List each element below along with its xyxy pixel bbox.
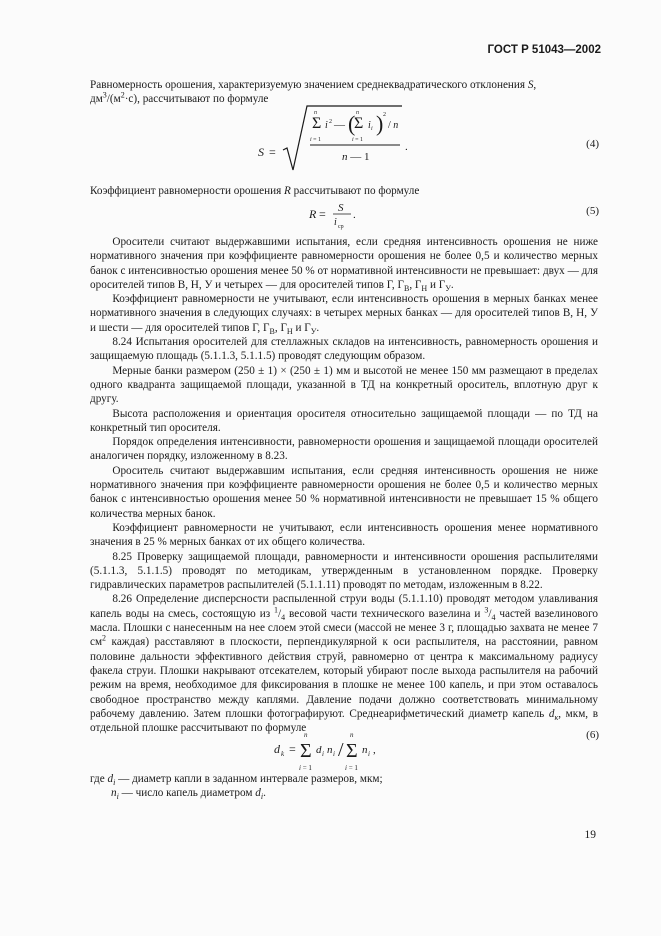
svg-text:n — 1: n — 1: [342, 151, 370, 163]
svg-text:2: 2: [383, 112, 386, 118]
paragraph-4: Мерные банки размером (250 ± 1) × (250 ± 1) мм и высотой не менее 150 мм размещают в пределах одного квадранта защищаемой площади, указанной в ТД на конкретный ороситель, вплотную друг к другу.: [90, 364, 598, 406]
svg-text:): ): [376, 111, 384, 136]
paragraph-2: Коэффициент равномерности не учитывают, если интенсивность орошения в мерных банках менее нормативного значения в следующих случаях: в четырех мерных банках — для оросителей типов В, Н, У и шести — для оросителей типов Г, $Г_В$, $Г_Н$ и $Г_У$.: [90, 293, 598, 337]
svg-text:Σ: Σ: [312, 115, 322, 132]
body-text: [90, 235, 598, 735]
svg-text:n: n: [304, 731, 308, 739]
svg-text:—: —: [334, 119, 345, 131]
paragraph-5: Высота расположения и ориентация оросителя относительно защищаемой площади — по ТД на конкретный тип оросителя.: [90, 407, 598, 434]
svg-text:d: d: [274, 742, 280, 756]
paragraph-10: 8.26 Определение дисперсности распыленной струи воды (5.1.1.10) проводят методом улавливания капель воды на смесь, состоящую из $^1/_4$ весовой части технического вазелина и $^3/_4$ частей вазелинового масла. Плошки с нанесенным на нее слоем этой смеси (массой не менее 3 г, площадью захвата не менее 7 $см^2$ каждая) расставляют в плоскости, перпендикулярной к оси распылителя, на расстоянии, равном половине дальности эффективного действия струй, равномерно от центра к максимальному радиусу факела струи. Плошки накрывают отсекателем, который убирают после выхода распылителя на рабочий режим на время, необходимое для фиксирования в плошке не менее 100 капель, и при этом оставалось свободное пространство между каплями. Давление подачи должно соответствовать минимальному рабочему давлению. Затем плошки фотографируют. Среднеарифметический диаметр капель $d_к$, мкм, в отдельной плошке рассчитывают по формуле: [90, 593, 598, 735]
svg-text:S: S: [338, 202, 344, 214]
svg-text:n: n: [362, 744, 368, 756]
formula-6: [270, 728, 400, 774]
paragraph-7: Ороситель считают выдержавшим испытания, если средняя интенсивность орошения не ниже нормативного значения при коэффициенте равномерности орошения не более 0,5 и количество мерных банок с интенсивностью орошения менее 50 % нормативной интенсивности не превышает 15 % общего количества мерных банок.: [90, 464, 598, 520]
formula-5-number: (5): [586, 205, 599, 217]
svg-text:.: .: [353, 209, 356, 221]
svg-text:=: =: [269, 145, 276, 159]
formula-5: [305, 200, 365, 234]
svg-text:i: i: [368, 750, 370, 758]
svg-text:i = 1: i = 1: [352, 137, 364, 143]
definition-ni: $n_i$ — число капель диаметром $d_i$.: [111, 787, 266, 802]
svg-text:.: .: [405, 141, 408, 153]
svg-text:i: i: [368, 120, 371, 131]
r-paragraph: Коэффициент равномерности орошения R рассчитывают по формуле: [90, 185, 420, 197]
formula-4: [250, 104, 420, 176]
svg-text:i = 1: i = 1: [310, 137, 322, 143]
paragraph-8: Коэффициент равномерности не учитывают, если интенсивность орошения менее нормативного значения в 25 % мерных банках от их общего количества.: [90, 521, 598, 549]
svg-text:i = 1: i = 1: [299, 764, 312, 772]
svg-text:(: (: [348, 111, 356, 136]
page-number: 19: [584, 829, 596, 841]
intro-paragraph: Равномерность орошения, характеризуемую значением среднеквадратического отклонения S, $дм^3/(м^2\cdot с)$, рассчитывают по формуле: [90, 79, 537, 106]
svg-text:/: /: [338, 739, 344, 761]
definitions: [90, 772, 598, 801]
svg-text:,: ,: [373, 744, 376, 756]
svg-text:i: i: [325, 120, 328, 131]
svg-text:ср: ср: [338, 224, 344, 230]
svg-text:=: =: [319, 207, 326, 221]
formula-4-number: (4): [586, 138, 599, 150]
svg-text:d: d: [316, 744, 322, 756]
document-code: ГОСТ Р 51043—2002: [487, 44, 601, 56]
paragraph-3: 8.24 Испытания оросителей для стеллажных складов на интенсивность, равномерность орошения и защищаемую площадь (5.1.1.3, 5.1.1.5) проводят следующим образом.: [90, 336, 598, 363]
svg-text:i = 1: i = 1: [345, 764, 358, 772]
svg-text:k: k: [281, 750, 285, 758]
svg-text:n: n: [350, 731, 354, 739]
svg-text:n: n: [356, 110, 359, 116]
paragraph-6: Порядок определения интенсивности, равномерности орошения и защищаемой площади оросителей аналогичен порядку, изложенному в 8.23.: [90, 436, 598, 463]
svg-text:R: R: [309, 207, 317, 221]
paragraph-1: Оросители считают выдержавшими испытания, если средняя интенсивность орошения не ниже нормативного значения при коэффициенте равномерности орошения не более 0,5 и количество мерных банок с интенсивностью орошения менее 50 % от нормативной интенсивности не превышает: двух — для оросителей типов В, Н, У и четырех — для оросителей типов Г, $Г_В$, $Г_Н$ и $Г_У$.: [90, 236, 598, 294]
svg-text:i: i: [334, 217, 337, 228]
svg-text:/ n: / n: [388, 120, 399, 131]
svg-text:i: i: [371, 126, 373, 132]
svg-text:Σ: Σ: [354, 115, 364, 132]
svg-text:i: i: [333, 750, 335, 758]
svg-text:n: n: [327, 744, 333, 756]
formula-6-number: (6): [586, 729, 599, 741]
paragraph-9: 8.25 Проверку защищаемой площади, равномерности и интенсивности орошения распылителями (5.1.1.3, 5.1.1.5) проводят по методикам, утвержденным в установленном порядке. Проверку гидравлических параметров распылителей (5.1.1.11) проводят по методам, изложенным в 8.22.: [90, 550, 598, 592]
svg-text:n: n: [314, 110, 317, 116]
svg-text:Σ: Σ: [346, 740, 358, 762]
svg-text:i: i: [322, 750, 324, 758]
svg-text:=: =: [289, 742, 296, 756]
svg-text:Σ: Σ: [300, 740, 312, 762]
svg-text:2: 2: [329, 119, 332, 125]
svg-text:S: S: [258, 145, 264, 159]
definition-di: где $d_i$ — диаметр капли в заданном интервале размеров, мкм;: [90, 773, 383, 788]
